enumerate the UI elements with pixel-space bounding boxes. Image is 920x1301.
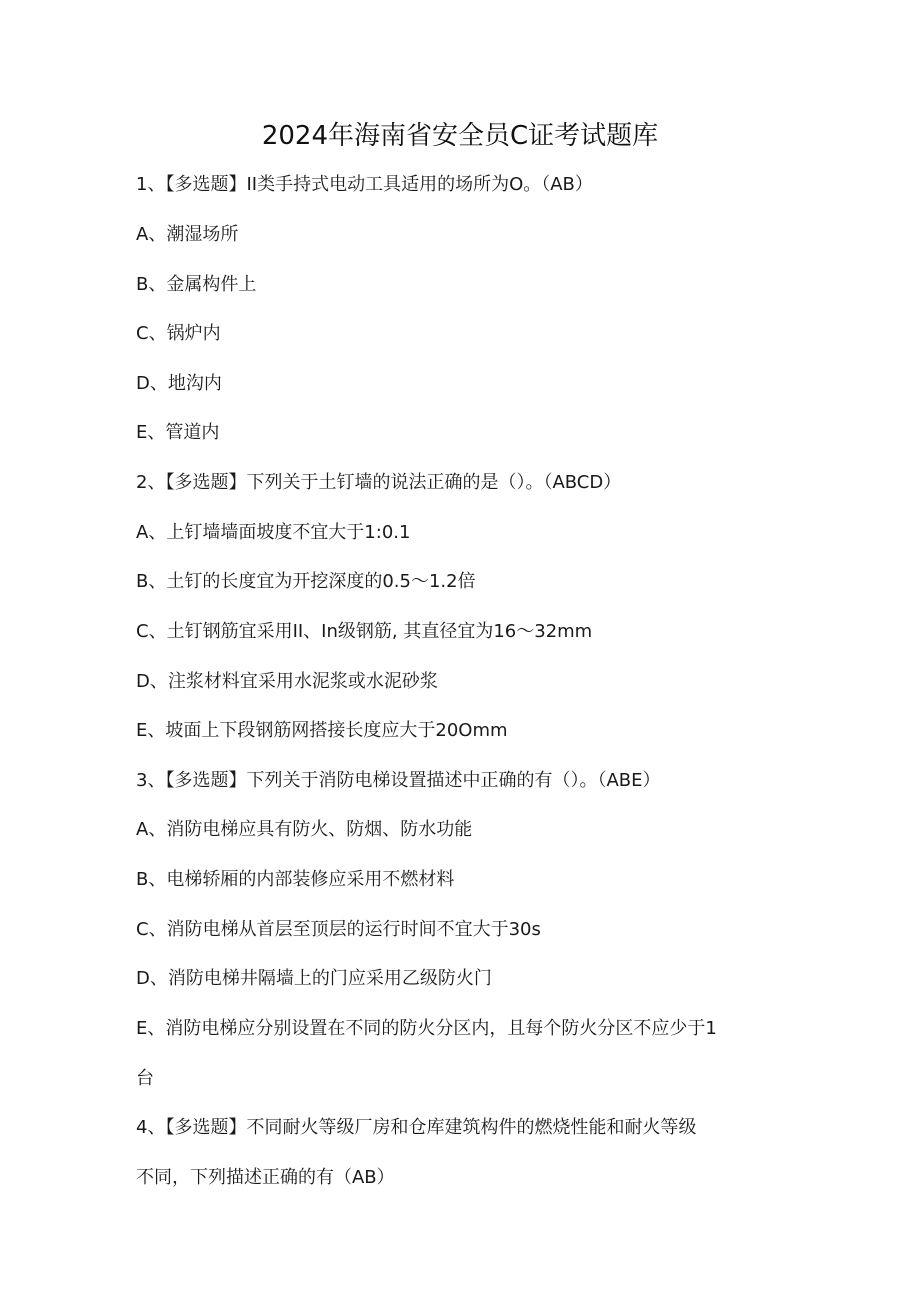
question-3-stem: 3、【多选题】下列关于消防电梯设置描述中正确的有（）。（ABE） — [136, 770, 661, 791]
question-3-option-d: D、消防电梯井隔墙上的门应采用乙级防火门 — [136, 968, 492, 989]
question-2-option-e: E、坡面上下段钢筋网搭接长度应大于20Omm — [136, 720, 508, 741]
page-title: 2024年海南省安全员C证考试题库 — [261, 121, 659, 151]
question-3-option-b: B、电梯轿厢的内部装修应采用不燃材料 — [136, 869, 455, 890]
question-1-option-c: C、锅炉内 — [136, 323, 221, 344]
question-4-stem-continued: 不同，下列描述正确的有（AB） — [136, 1167, 395, 1188]
question-1-stem: 1、【多选题】II类手持式电动工具适用的场所为O。（AB） — [136, 174, 593, 195]
question-1-option-a: A、潮湿场所 — [136, 224, 239, 245]
question-1-option-b: B、金属构件上 — [136, 274, 257, 295]
question-3-option-e-continued: 台 — [136, 1068, 154, 1089]
question-2-stem: 2、【多选题】下列关于土钉墙的说法正确的是（）。（ABCD） — [136, 472, 622, 493]
question-1-option-e: E、管道内 — [136, 422, 220, 443]
question-3-option-e: E、消防电梯应分别设置在不同的防火分区内，且每个防火分区不应少于1 — [136, 1018, 717, 1039]
question-2-option-c: C、土钉钢筋宜采用II、In级钢筋, 其直径宜为16～32mm — [136, 621, 593, 642]
question-1-option-d: D、地沟内 — [136, 373, 222, 394]
question-3-option-a: A、消防电梯应具有防火、防烟、防水功能 — [136, 819, 473, 840]
question-2-option-b: B、土钉的长度宜为开挖深度的0.5～1.2倍 — [136, 571, 476, 592]
question-3-option-c: C、消防电梯从首层至顶层的运行时间不宜大于30s — [136, 919, 541, 940]
question-2-option-a: A、上钉墙墙面坡度不宜大于1:0.1 — [136, 522, 411, 543]
question-4-stem: 4、【多选题】不同耐火等级厂房和仓库建筑构件的燃烧性能和耐火等级 — [136, 1117, 697, 1138]
question-2-option-d: D、注浆材料宜采用水泥浆或水泥砂浆 — [136, 671, 438, 692]
